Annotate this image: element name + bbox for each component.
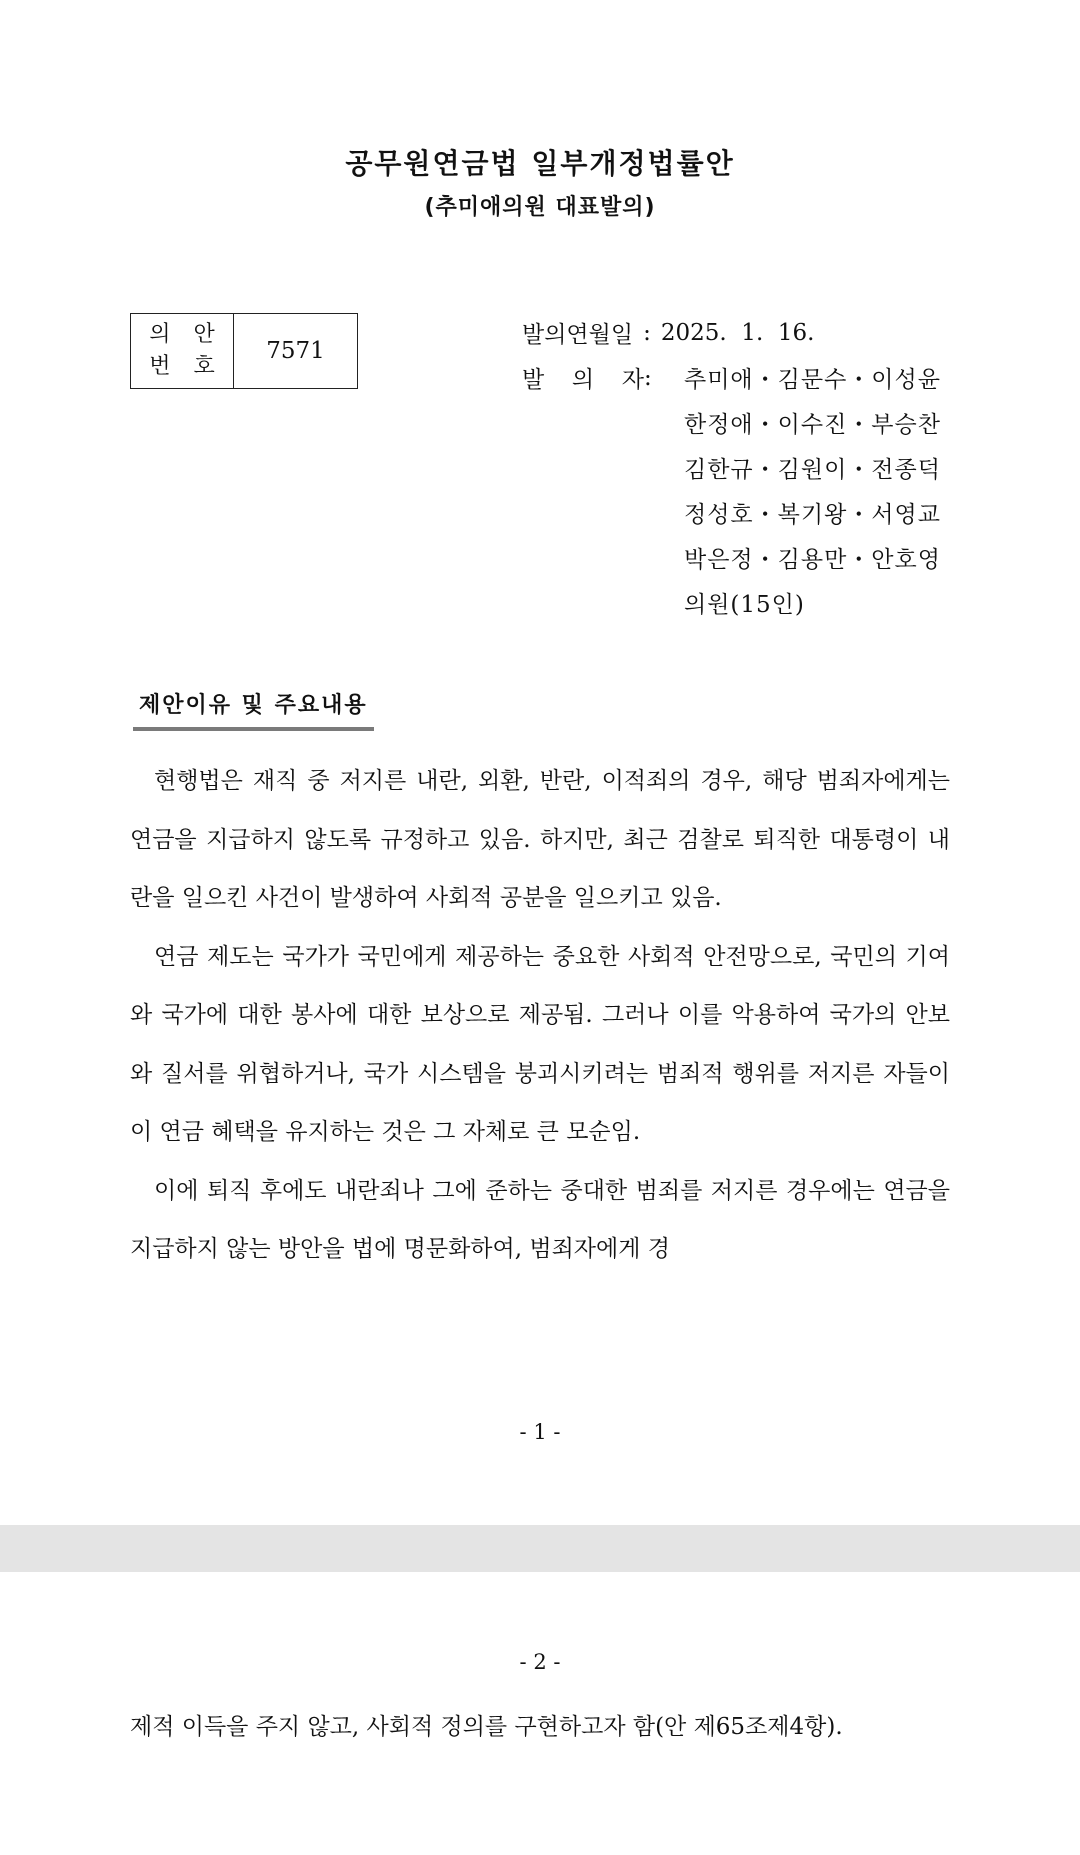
proposer-list bbox=[684, 355, 941, 625]
proposer-label-char: 의 bbox=[571, 367, 595, 393]
proposer-line: 정성호・복기왕・서영교 bbox=[684, 502, 941, 528]
proposer-label-char: 자 bbox=[621, 367, 644, 393]
bill-label-line2: 번 호 bbox=[149, 354, 223, 379]
proposer-line: 김한규・김원이・전종덕 bbox=[684, 457, 941, 483]
page-separator bbox=[0, 1525, 1080, 1572]
page2-body bbox=[130, 1698, 950, 1757]
section-heading: 제안이유 및 주요내용 bbox=[133, 688, 374, 731]
body-paragraph: 연금 제도는 국가가 국민에게 제공하는 중요한 사회적 안전망으로, 국민의 기여와 국가에 대한 봉사에 대한 보상으로 제공됨. 그러나 이를 악용하여 국가의 안보와 질서를 위협하거나, 국가 시스템을 붕괴시키려는 범죄적 행위를 저지른 자들이 이 연금 혜택을 유지하는 것은 그 자체로 큰 모순임. bbox=[130, 943, 950, 1145]
proposal-date-row bbox=[522, 310, 814, 355]
proposer-label bbox=[522, 361, 644, 394]
reasons-body bbox=[130, 752, 950, 1279]
proposer-line: 박은정・김용만・안호영 bbox=[684, 547, 941, 573]
proposal-date-label: 발의연월일 bbox=[522, 322, 634, 348]
body-paragraph: 이에 퇴직 후에도 내란죄나 그에 준하는 중대한 범죄를 저지른 경우에는 연금을 지급하지 않는 방안을 법에 명문화하여, 범죄자에게 경 bbox=[130, 1177, 950, 1262]
proposer-line: 추미애・김문수・이성윤 bbox=[684, 367, 941, 393]
proposer-line: 한정애・이수진・부승찬 bbox=[684, 412, 941, 438]
body-paragraph: 현행법은 재직 중 저지른 내란, 외환, 반란, 이적죄의 경우, 해당 범죄자에게는 연금을 지급하지 않도록 규정하고 있음. 하지만, 최근 검찰로 퇴직한 대통령이 내란을 일으킨 사건이 발생하여 사회적 공분을 일으키고 있음. bbox=[130, 768, 950, 911]
bill-label-line1: 의 안 bbox=[149, 322, 223, 347]
bill-title: 공무원연금법 일부개정법률안 bbox=[345, 147, 735, 180]
proposer-separator: : bbox=[644, 364, 652, 391]
proposer-label-char: 발 bbox=[522, 367, 545, 393]
proposer-line: 의원(15인) bbox=[684, 592, 805, 618]
bill-subtitle: (추미애의원 대표발의) bbox=[424, 195, 656, 220]
proposal-date-value: 2025. 1. 16. bbox=[660, 319, 815, 346]
bill-number-label bbox=[131, 314, 234, 388]
page-number-2: - 2 - bbox=[519, 1650, 561, 1674]
bill-number-value: 7571 bbox=[266, 338, 325, 364]
page-number-1: - 1 - bbox=[519, 1420, 561, 1444]
bill-number-box bbox=[130, 313, 358, 389]
proposal-date-separator: : bbox=[643, 319, 651, 346]
body-paragraph: 제적 이득을 주지 않고, 사회적 정의를 구현하고자 함(안 제65조제4항). bbox=[130, 1714, 843, 1740]
